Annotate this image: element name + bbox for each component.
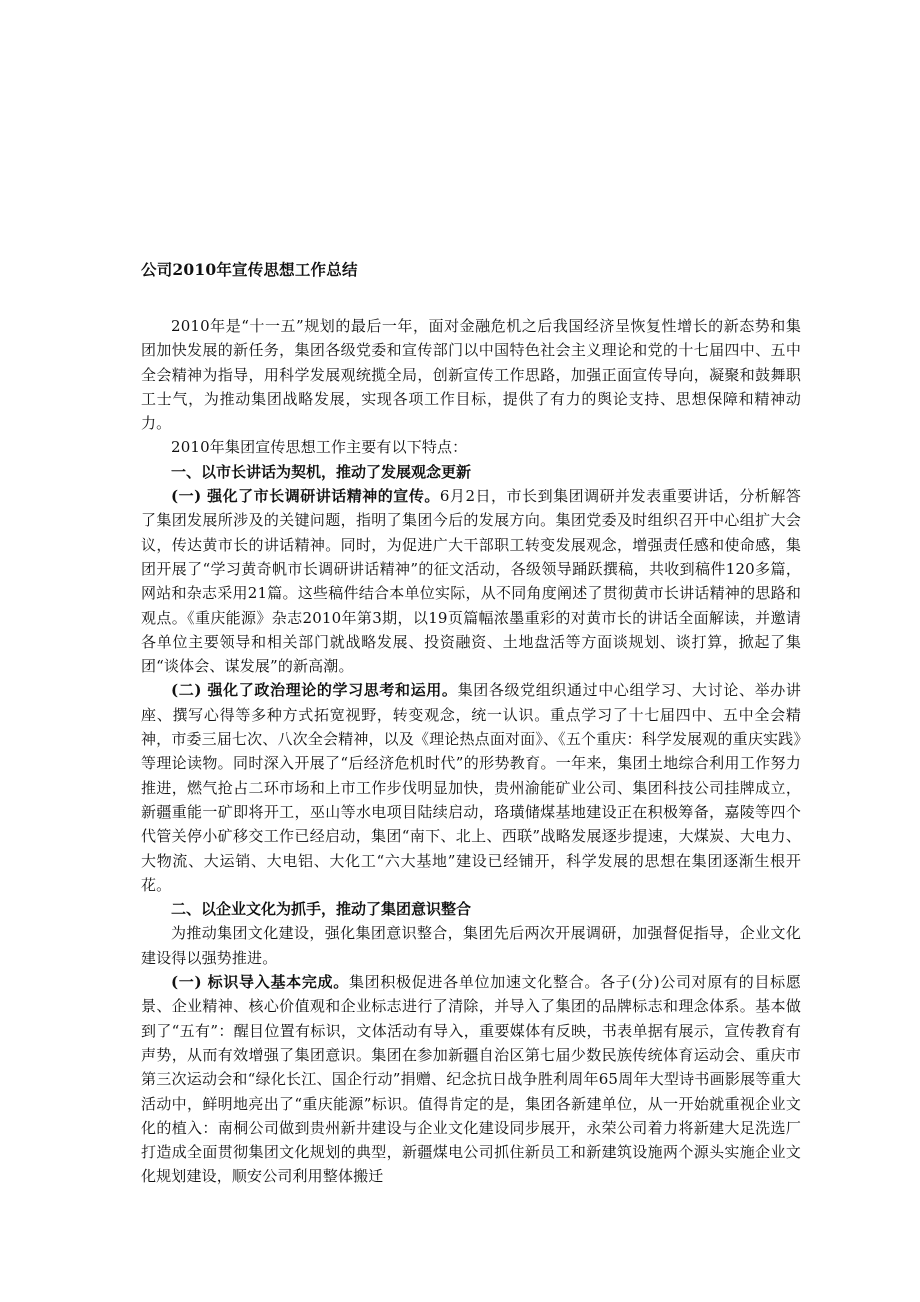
subsection-2-text: 集团各级党组织通过中心组学习、大讨论、举办讲座、撰写心得等多种方式拓宽视野，转变观念，统一认识。重点学习了十七届四中、五中全会精神，市委三届七次、八次全会精神，以及《理论热点面对面》、《五个重庆：科学发展观的重庆实践》等理论读物。同时深入开展了“后经济危机时代”的形势教育。一年来，集团土地综合利用工作努力推进，燃气抢占二环市场和上市工作步伐明显加快，贵州渝能矿业公司、集团科技公司挂牌成立，新疆重能一矿即将开工，巫山等水电项目陆续启动，珞璜储煤基地建设正在积极筹备，嘉陵等四个代管关停小矿移交工作已经启动，集团“南下、北上、西联”战略发展逐步提速，大煤炭、大电力、大物流、大运销、大电铝、大化工“六大基地”建设已经铺开，科学发展的思想在集团逐渐生根开花。 (141, 681, 801, 894)
subsection-3-paragraph (141, 970, 801, 1189)
document-title: 公司2010年宣传思想工作总结 (141, 260, 358, 279)
subsection-3-lead: (一) 标识导入基本完成。 (171, 973, 349, 992)
features-intro-paragraph: 2010年集团宣传思想工作主要有以下特点： (171, 438, 468, 457)
subsection-1-paragraph (141, 484, 801, 678)
intro-paragraph: 2010年是“十一五”规划的最后一年，面对金融危机之后我国经济呈恢复性增长的新态势和集团加快发展的新任务，集团各级党委和宣传部门以中国特色社会主义理论和党的十七届四中、五中全会精神为指导，用科学发展观统揽全局，创新宣传工作思路，加强正面宣传导向，凝聚和鼓舞职工士气，为推动集团战略发展，实现各项工作目标，提供了有力的舆论支持、思想保障和精神动力。 (141, 317, 801, 433)
document-page (141, 258, 801, 1189)
subsection-2-lead: (二) 强化了政治理论的学习思考和运用。 (171, 681, 458, 700)
subsection-2-paragraph (141, 678, 801, 897)
subsection-3-text: 集团积极促进各单位加速文化整合。各子(分)公司对原有的目标愿景、企业精神、核心价值观和企业标志进行了清除，并导入了集团的品牌标志和理念体系。基本做到了“五有”：醒目位置有标识，文体活动有导入，重要媒体有反映，书表单据有展示，宣传教育有声势，从而有效增强了集团意识。集团在参加新疆自治区第七届少数民族传统体育运动会、重庆市第三次运动会和“绿化长江、国企行动”捐赠、纪念抗日战争胜利周年65周年大型诗书画影展等重大活动中，鲜明地亮出了“重庆能源”标识。值得肯定的是，集团各新建单位，从一开始就重视企业文化的植入：南桐公司做到贵州新井建设与企业文化建设同步展开，永荣公司着力将新建大足洗选厂打造成全面贯彻集团文化规划的典型，新疆煤电公司抓住新员工和新建筑设施两个源头实施企业文化规划建设，顺安公司利用整体搬迁 (141, 973, 801, 1186)
subsection-1-text: 6月2日，市长到集团调研并发表重要讲话，分析解答了集团发展所涉及的关键问题，指明了集团今后的发展方向。集团党委及时组织召开中心组扩大会议，传达黄市长的讲话精神。同时，为促进广大干部职工转变发展观念，增强责任感和使命感，集团开展了“学习黄奇帆市长调研讲话精神”的征文活动，各级领导踊跃撰稿，共收到稿件120多篇，网站和杂志采用21篇。这些稿件结合本单位实际，从不同角度阐述了贯彻黄市长讲话精神的思路和观点。《重庆能源》杂志2010年第3期，以19页篇幅浓墨重彩的对黄市长的讲话全面解读，并邀请各单位主要领导和相关部门就战略发展、投资融资、土地盘活等方面谈规划、谈打算，掀起了集团“谈体会、谋发展”的新高潮。 (141, 487, 801, 676)
section-heading-2: 二、以企业文化为抓手，推动了集团意识整合 (171, 900, 472, 919)
section-heading-1: 一、以市长讲话为契机，推动了发展观念更新 (171, 462, 472, 481)
subsection-1-lead: (一) 强化了市长调研讲话精神的宣传。 (171, 487, 440, 506)
document-body (141, 314, 801, 1189)
section-2-intro-paragraph: 为推动集团文化建设，强化集团意识整合，集团先后两次开展调研，加强督促指导，企业文化建设得以强势推进。 (141, 924, 801, 967)
